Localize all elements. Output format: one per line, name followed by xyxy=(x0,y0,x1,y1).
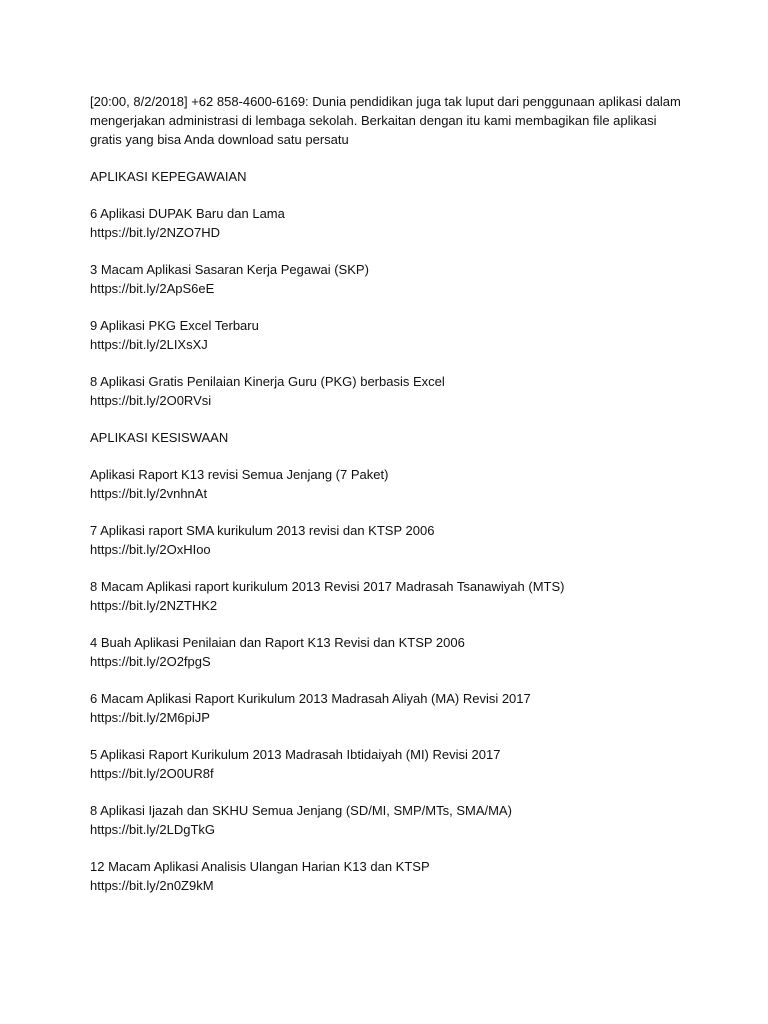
item-title: 6 Macam Aplikasi Raport Kurikulum 2013 Madrasah Aliyah (MA) Revisi 2017 xyxy=(90,691,531,706)
list-item xyxy=(90,633,690,671)
section-heading: APLIKASI KEPEGAWAIAN xyxy=(90,169,247,184)
list-item xyxy=(90,689,690,727)
item-title: 6 Aplikasi DUPAK Baru dan Lama xyxy=(90,206,285,221)
item-link[interactable]: https://bit.ly/2O0RVsi xyxy=(90,393,212,408)
item-title: 9 Aplikasi PKG Excel Terbaru xyxy=(90,318,259,333)
list-item xyxy=(90,260,690,298)
item-title: 4 Buah Aplikasi Penilaian dan Raport K13 Revisi dan KTSP 2006 xyxy=(90,635,465,650)
item-link[interactable]: https://bit.ly/2vnhnAt xyxy=(90,486,208,501)
item-title: 8 Macam Aplikasi raport kurikulum 2013 Revisi 2017 Madrasah Tsanawiyah (MTS) xyxy=(90,579,565,594)
list-item xyxy=(90,316,690,354)
document-body xyxy=(90,92,690,913)
item-title: 3 Macam Aplikasi Sasaran Kerja Pegawai (SKP) xyxy=(90,262,369,277)
item-link[interactable]: https://bit.ly/2LIXsXJ xyxy=(90,337,208,352)
item-link[interactable]: https://bit.ly/2M6piJP xyxy=(90,710,210,725)
list-item xyxy=(90,745,690,783)
item-link[interactable]: https://bit.ly/2O2fpgS xyxy=(90,654,211,669)
item-link[interactable]: https://bit.ly/2n0Z9kM xyxy=(90,878,214,893)
item-title: Aplikasi Raport K13 revisi Semua Jenjang (7 Paket) xyxy=(90,467,389,482)
list-item xyxy=(90,521,690,559)
section-kepegawaian xyxy=(90,167,690,410)
item-title: 12 Macam Aplikasi Analisis Ulangan Harian K13 dan KTSP xyxy=(90,859,430,874)
list-item xyxy=(90,801,690,839)
item-link[interactable]: https://bit.ly/2NZTHK2 xyxy=(90,598,218,613)
item-link[interactable]: https://bit.ly/2LDgTkG xyxy=(90,822,215,837)
item-title: 5 Aplikasi Raport Kurikulum 2013 Madrasah Ibtidaiyah (MI) Revisi 2017 xyxy=(90,747,501,762)
item-link[interactable]: https://bit.ly/2O0UR8f xyxy=(90,766,214,781)
item-title: 8 Aplikasi Ijazah dan SKHU Semua Jenjang (SD/MI, SMP/MTs, SMA/MA) xyxy=(90,803,512,818)
item-link[interactable]: https://bit.ly/2ApS6eE xyxy=(90,281,215,296)
list-item xyxy=(90,465,690,503)
item-title: 7 Aplikasi raport SMA kurikulum 2013 revisi dan KTSP 2006 xyxy=(90,523,435,538)
list-item xyxy=(90,204,690,242)
list-item xyxy=(90,372,690,410)
list-item xyxy=(90,857,690,895)
intro-paragraph: [20:00, 8/2/2018] +62 858-4600-6169: Dunia pendidikan juga tak luput dari penggunaan aplikasi dalam mengerjakan administrasi di lembaga sekolah. Berkaitan dengan itu kami membagikan file aplikasi gratis yang bisa Anda download satu persatu xyxy=(90,94,681,147)
section-kesiswaan xyxy=(90,428,690,895)
section-heading: APLIKASI KESISWAAN xyxy=(90,430,229,445)
item-link[interactable]: https://bit.ly/2NZO7HD xyxy=(90,225,221,240)
item-title: 8 Aplikasi Gratis Penilaian Kinerja Guru (PKG) berbasis Excel xyxy=(90,374,445,389)
list-item xyxy=(90,577,690,615)
item-link[interactable]: https://bit.ly/2OxHIoo xyxy=(90,542,211,557)
